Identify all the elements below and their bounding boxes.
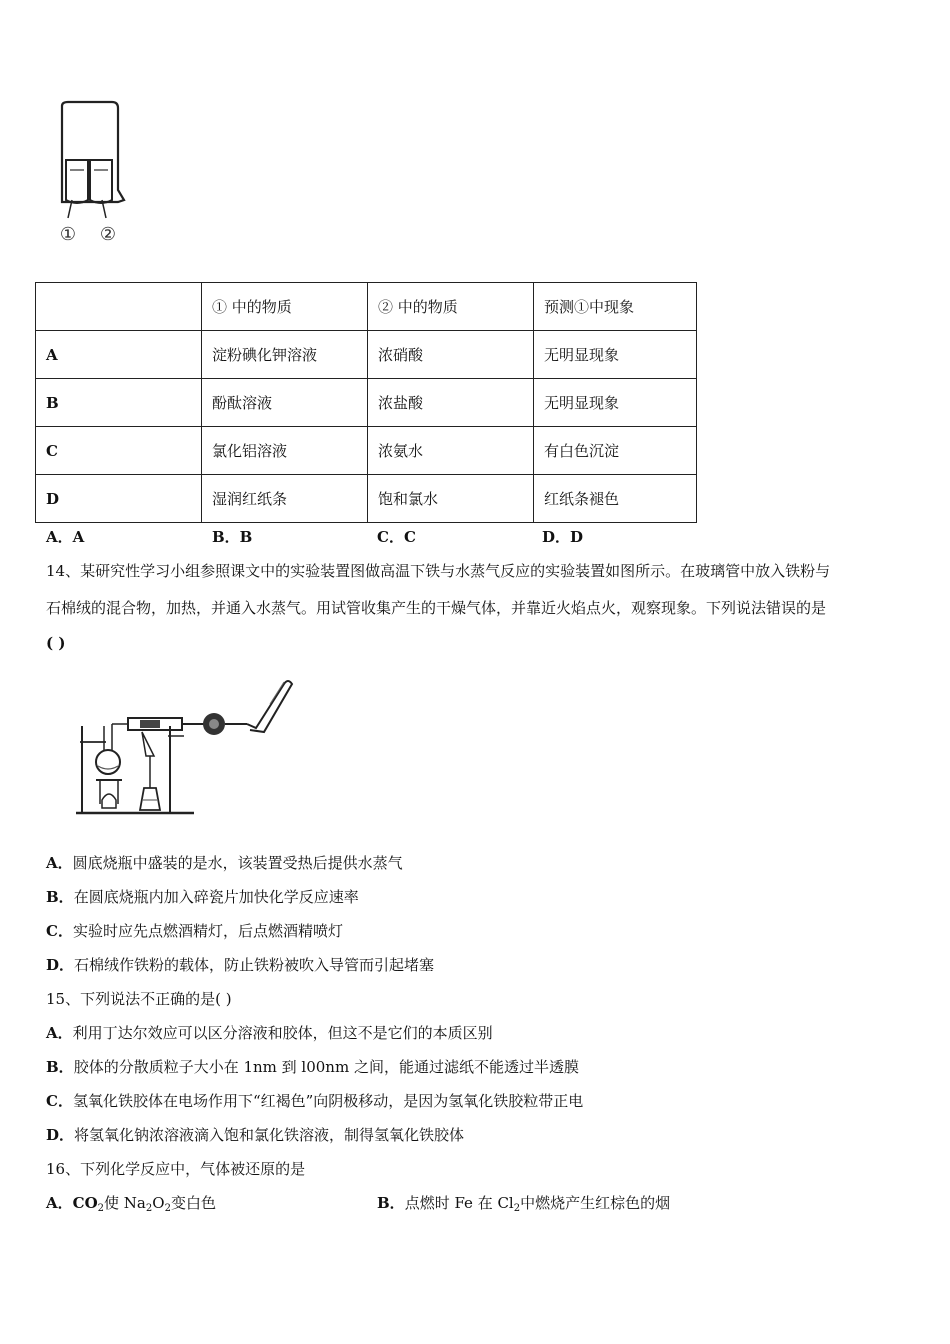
q14-option-b[interactable] (46, 886, 359, 907)
q16-stem: 16、下列化学反应中，气体被还原的是 (46, 1160, 306, 1178)
option-text: 石棉绒作铁粉的载体，防止铁粉被吹入导管而引起堵塞 (74, 956, 435, 974)
q13-answer-c[interactable]: C．C (377, 528, 416, 546)
table-cell: 饱和氯水 (368, 475, 534, 523)
q13-answer-b[interactable]: B．B (212, 528, 253, 546)
q15-option-a[interactable] (46, 1022, 493, 1043)
option-text: 胶体的分散质粒子大小在 1nm 到 l00nm 之间，能通过滤纸不能透过半透膜 (73, 1058, 579, 1076)
table-header-row (36, 283, 697, 331)
table-cell: 酚酞溶液 (202, 379, 368, 427)
option-text: 圆底烧瓶中盛装的是水，该装置受热后提供水蒸气 (72, 854, 403, 872)
table-cell: 无明显现象 (534, 331, 697, 379)
table-row (36, 427, 697, 475)
table-cell: 淀粉碘化钾溶液 (202, 331, 368, 379)
table-cell: D (36, 475, 202, 523)
formula-part: O (152, 1194, 165, 1212)
table-header-cell (36, 283, 202, 331)
apparatus-figure (72, 676, 302, 821)
table-cell: 湿润红纸条 (202, 475, 368, 523)
table-row (36, 331, 697, 379)
option-text: 将氢氧化钠浓溶液滴入饱和氯化铁溶液，制得氢氧化铁胶体 (74, 1126, 465, 1144)
formula-subscript: 2 (513, 1203, 521, 1214)
table-header-cell: ① 中的物质 (202, 283, 368, 331)
beaker-tubes-figure (50, 100, 140, 250)
table-cell: 氯化铝溶液 (202, 427, 368, 475)
option-text: 中燃烧产生红棕色的烟 (520, 1194, 671, 1212)
table-row (36, 475, 697, 523)
option-letter: A． (46, 1024, 73, 1042)
q13-table (35, 282, 697, 523)
q14-stem-line1: 14、某研究性学习小组参照课文中的实验装置图做高温下铁与水蒸气反应的实验装置如图所示。在玻璃管中放入铁粉与 (46, 562, 831, 580)
q14-option-a[interactable] (46, 852, 403, 873)
option-letter: B． (46, 888, 74, 906)
q14-stem-line2: 石棉绒的混合物，加热，并通入水蒸气。用试管收集产生的干燥气体，并靠近火焰点火，观察现象。下列说法错误的是 (46, 599, 827, 617)
option-text: 使 Na (104, 1194, 146, 1212)
q14-option-d[interactable] (46, 954, 434, 975)
option-letter: C． (46, 922, 73, 940)
table-cell: 浓硝酸 (368, 331, 534, 379)
table-cell: 浓盐酸 (368, 379, 534, 427)
q13-answer-d[interactable]: D．D (542, 528, 584, 546)
option-letter: A． (46, 854, 73, 872)
q15-option-d[interactable] (46, 1124, 464, 1145)
table-row (36, 379, 697, 427)
option-letter: C． (46, 1092, 73, 1110)
option-text: 点燃时 Fe 在 Cl (404, 1194, 514, 1212)
q14-option-c[interactable] (46, 920, 343, 941)
table-cell: 无明显现象 (534, 379, 697, 427)
table-cell: B (36, 379, 202, 427)
table-cell: 浓氨水 (368, 427, 534, 475)
option-letter: D． (46, 1126, 75, 1144)
formula-subscript: 2 (145, 1203, 153, 1214)
figure-label-2: ② (99, 224, 117, 245)
formula-subscript: 2 (97, 1203, 105, 1214)
table-cell: 有白色沉淀 (534, 427, 697, 475)
figure-label-1: ① (59, 224, 77, 245)
formula-subscript: 2 (164, 1203, 171, 1214)
option-text: 变白色 (170, 1194, 216, 1212)
option-text: 利用丁达尔效应可以区分溶液和胶体，但这不是它们的本质区别 (72, 1024, 493, 1042)
option-letter: A． (46, 1194, 73, 1212)
q15-option-b[interactable] (46, 1056, 579, 1077)
table-cell: C (36, 427, 202, 475)
option-letter: B． (46, 1058, 74, 1076)
table-header-cell: ② 中的物质 (368, 283, 534, 331)
formula-part: CO (72, 1194, 98, 1212)
table-cell: A (36, 331, 202, 379)
option-text: 实验时应先点燃酒精灯，后点燃酒精喷灯 (72, 922, 343, 940)
option-letter: B． (377, 1194, 405, 1212)
q14-stem-line3: ( ) (46, 634, 66, 652)
option-letter: D． (46, 956, 75, 974)
table-cell: 红纸条褪色 (534, 475, 697, 523)
q15-option-c[interactable] (46, 1090, 583, 1111)
q13-answer-a[interactable]: A．A (46, 528, 85, 546)
table-header-cell: 预测①中现象 (534, 283, 697, 331)
q15-stem: 15、下列说法不正确的是( ) (46, 990, 232, 1008)
q16-option-a[interactable] (46, 1192, 216, 1214)
q16-option-b[interactable] (377, 1192, 670, 1214)
option-text: 在圆底烧瓶内加入碎瓷片加快化学反应速率 (73, 888, 359, 906)
option-text: 氢氧化铁胶体在电场作用下“红褐色”向阴极移动，是因为氢氧化铁胶粒带正电 (72, 1092, 584, 1110)
